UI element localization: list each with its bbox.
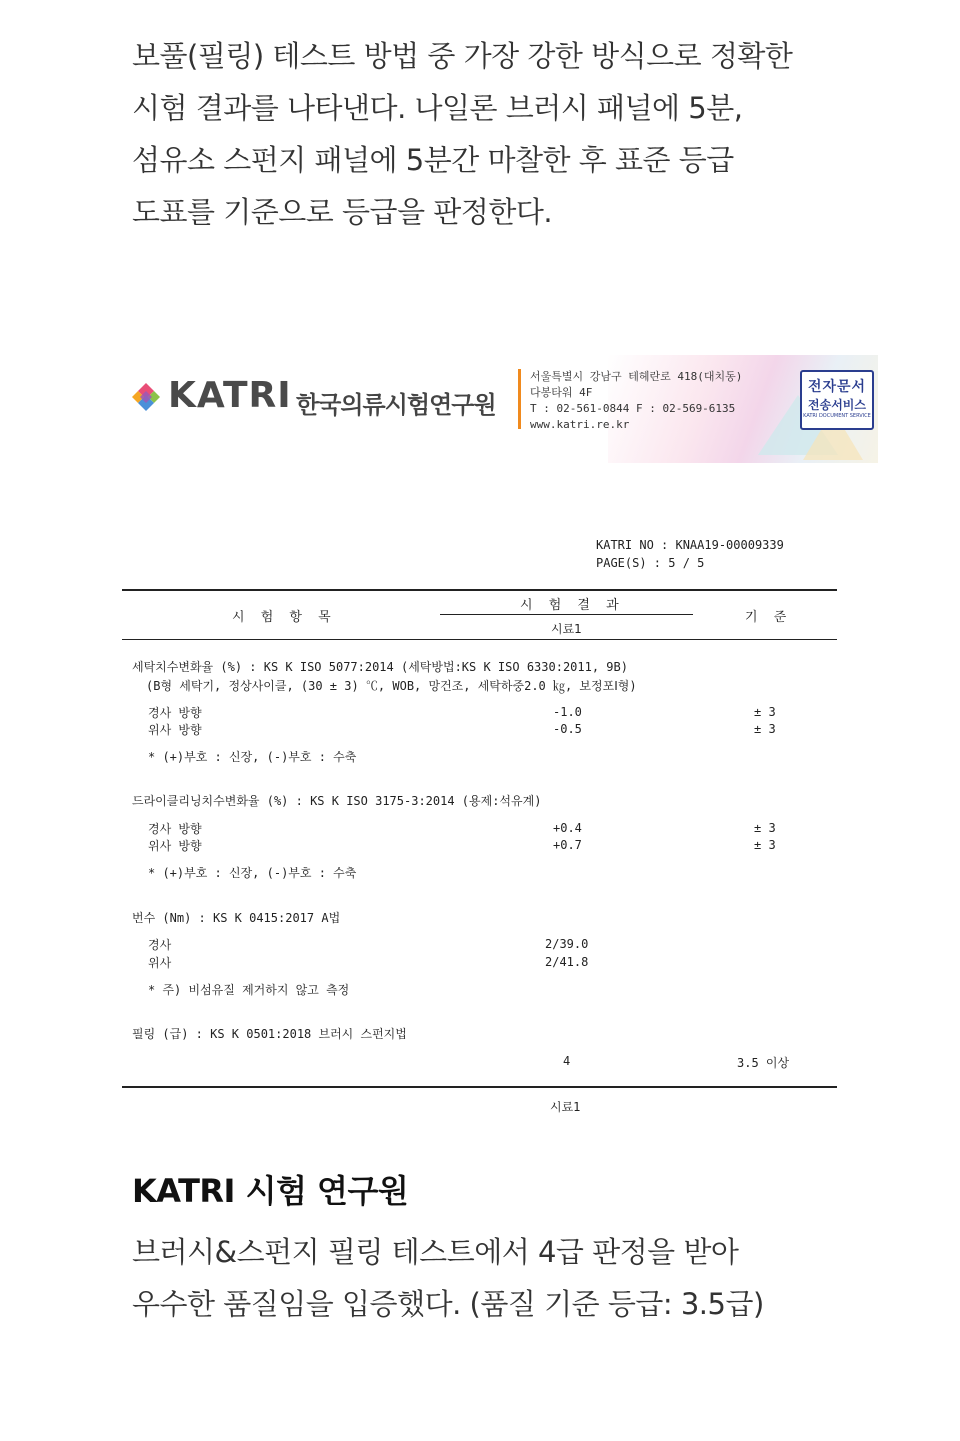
page-count: PAGE(S) : 5 / 5 <box>596 556 705 570</box>
dry-weft-value: +0.7 <box>553 838 582 852</box>
yarn-note: * 주) 비섬유질 제거하지 않고 측정 <box>148 983 350 997</box>
website: www.katri.re.kr <box>530 418 630 431</box>
stamp-line-1: 전자문서 <box>807 379 867 395</box>
intro-paragraph <box>132 30 832 238</box>
stamp-line-3: KATRI DOCUMENT SERVICE <box>803 413 871 419</box>
header-test-item: 시 험 항 목 <box>232 610 337 625</box>
result-header-rule <box>440 614 693 615</box>
wash-warp-value: -1.0 <box>553 705 582 719</box>
yarn-title: 번수 (Nm) : KS K 0415:2017 A법 <box>132 911 341 925</box>
yarn-weft-value: 2/41.8 <box>545 955 589 969</box>
wash-title: 세탁치수변화율 (%) : KS K ISO 5077:2014 (세탁방법:KS K ISO 6330:2011, 9B) <box>132 660 628 674</box>
wash-warp-label: 경사 방향 <box>148 706 202 720</box>
building: 다봉타워 4F <box>530 386 593 399</box>
katri-no: KATRI NO : KNAA19-00009339 <box>596 538 784 552</box>
footer-sample-label: 시료1 <box>550 1100 581 1114</box>
header-test-result: 시 험 결 과 <box>520 598 625 613</box>
table-top-rule <box>122 589 837 591</box>
dry-note: * (+)부호 : 신장, (-)부호 : 수축 <box>148 866 357 880</box>
document-service-stamp <box>800 370 874 430</box>
address: 서울특별시 강남구 테헤란로 418(대치동) <box>530 370 743 383</box>
section-title: KATRI 시험 연구원 <box>132 1172 409 1210</box>
pilling-standard: 3.5 이상 <box>737 1056 790 1070</box>
yarn-warp-label: 경사 <box>148 938 172 952</box>
intro-line: 섬유소 스펀지 패널에 5분간 마찰한 후 표준 등급 <box>132 143 734 177</box>
katri-korean-name: 한국의류시험연구원 <box>296 391 496 419</box>
wash-note: * (+)부호 : 신장, (-)부호 : 수축 <box>148 750 357 764</box>
phone-fax: T : 02-561-0844 F : 02-569-6135 <box>530 402 736 415</box>
outro-line: 우수한 품질임을 입증했다. (품질 기준 등급: 3.5급) <box>132 1287 764 1321</box>
intro-line: 보풀(필링) 테스트 방법 중 가장 강한 방식으로 정확한 <box>132 39 793 73</box>
wash-weft-label: 위사 방향 <box>148 723 202 737</box>
dry-warp-standard: ± 3 <box>754 821 776 835</box>
dry-warp-value: +0.4 <box>553 821 582 835</box>
pilling-title: 필링 (급) : KS K 0501:2018 브러시 스펀지법 <box>132 1027 407 1041</box>
table-header-rule <box>122 639 837 640</box>
wash-weft-value: -0.5 <box>553 722 582 736</box>
outro-line: 브러시&스펀지 필링 테스트에서 4급 판정을 받아 <box>132 1235 739 1269</box>
table-bottom-rule <box>122 1086 837 1088</box>
yarn-weft-label: 위사 <box>148 956 172 970</box>
dry-warp-label: 경사 방향 <box>148 822 202 836</box>
report-number-block <box>596 536 784 572</box>
banner-divider <box>518 369 521 429</box>
wash-conditions: (B형 세탁기, 정상사이클, (30 ± 3) ℃, WOB, 망건조, 세탁하중2.0 ㎏, 보정포Ⅰ형) <box>146 679 637 693</box>
katri-logo-text: KATRI <box>168 375 292 416</box>
katri-logo-icon <box>130 381 162 413</box>
dry-weft-standard: ± 3 <box>754 838 776 852</box>
header-standard: 기 준 <box>745 610 793 625</box>
katri-header-banner <box>128 355 878 463</box>
intro-line: 도표를 기준으로 등급을 판정한다. <box>132 195 553 229</box>
outro-paragraph <box>132 1226 832 1330</box>
stamp-line-2: 전송서비스 <box>808 398 866 412</box>
yarn-warp-value: 2/39.0 <box>545 937 589 951</box>
intro-line: 시험 결과를 나타낸다. 나일론 브러시 패널에 5분, <box>132 91 743 125</box>
wash-warp-standard: ± 3 <box>754 705 776 719</box>
header-sample: 시료1 <box>551 622 582 636</box>
dry-weft-label: 위사 방향 <box>148 839 202 853</box>
wash-weft-standard: ± 3 <box>754 722 776 736</box>
pilling-value: 4 <box>563 1054 571 1068</box>
banner-contact-info <box>530 369 742 433</box>
dry-title: 드라이클리닝치수변화율 (%) : KS K ISO 3175-3:2014 (용제:석유계) <box>132 794 542 808</box>
